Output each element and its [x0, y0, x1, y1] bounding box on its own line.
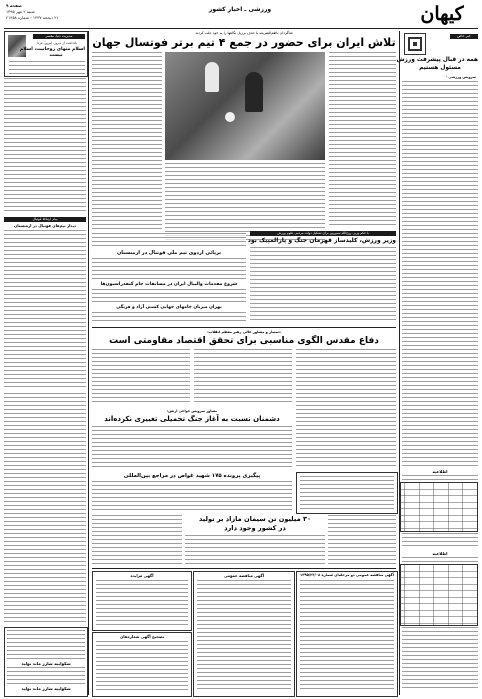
middle-text-4	[92, 312, 246, 324]
notices-rule	[92, 568, 396, 569]
section-title: ورزشی ـ اخبار کشور	[208, 6, 272, 13]
left-column	[4, 31, 86, 695]
defense-text-3	[296, 349, 396, 469]
bottom-left-box	[4, 627, 88, 697]
notice-3	[92, 571, 192, 631]
notice-3-text	[96, 580, 188, 626]
section-rule	[92, 327, 396, 328]
right-column-divider	[399, 31, 400, 695]
middle-headline-2: شروع مقدمات والیبال ایران در مسابقات جام کنفدراسیون‌ها	[100, 282, 238, 287]
notice-4-title: تصحیح آگهی شماره‌های	[119, 634, 165, 639]
enemy-headline: دشمنان نسبت به آغاز جنگ تحمیلی تغییری نکرده‌اند	[104, 415, 280, 423]
left-body-text-3	[4, 393, 86, 623]
page-number: صفحه ۹	[6, 3, 22, 8]
notice-4-text	[96, 641, 188, 692]
columnist-box	[4, 31, 88, 77]
ministry-banner: با حکم وزیر، روح‌الله تیمورپور برای تشکیل دولت مردمی علوم ورزش	[250, 231, 396, 236]
table2-notes	[402, 627, 478, 691]
left-headline-3: دیدار تیم‌های فوتبال در ارمنستان	[14, 223, 76, 228]
table1-notes	[402, 533, 478, 547]
notice-2-text	[197, 580, 291, 692]
bottom-left-text-2	[7, 667, 85, 685]
main-kicker: شاگردان ناظم‌الشریعه با حذف برزیل نگاهها را به خود جلب کردند	[195, 31, 293, 35]
left-headline-1: اسلام منهای روحانیت، اسلام	[19, 47, 85, 52]
ad-text	[300, 476, 394, 510]
bottom-left-label-1: شکواییه شارژ ماند تولید	[21, 661, 71, 666]
ministry-text	[250, 247, 396, 323]
bottom-left-label-2: شکواییه شارژ ماند تولید	[21, 686, 71, 691]
story-text-left	[92, 515, 182, 565]
story-text-right	[328, 515, 396, 565]
left-headline-2: نیست	[49, 53, 63, 58]
notice-2-title: آگهی مناقصه عمومی	[223, 573, 265, 578]
followup-headline: پیگیری پرونده ۱۷۵ شهید غواص در مراجع بین‌المللی	[123, 473, 261, 479]
main-text-left	[92, 52, 162, 230]
futsal-photo	[165, 52, 325, 160]
table2	[400, 564, 478, 626]
table1-title: اطلاعیه	[432, 469, 448, 474]
enemy-text	[92, 426, 292, 470]
left-section-bar: پیام ارتباط قوتبال	[4, 217, 86, 222]
left-column-header: مدیریت دنیا، مفسر	[33, 34, 85, 39]
table1-caption	[402, 475, 478, 481]
middle-headline-1: برپائی اردوی تیم ملی فوتبال در ارمنستان	[117, 250, 221, 256]
right-byline: سرویس ورزشی -	[445, 75, 476, 79]
left-body-text-2	[4, 230, 86, 390]
notice-2	[193, 571, 295, 697]
table2-title: اطلاعیه	[432, 551, 448, 556]
main-headline: تلاش ایران برای حضور در جمع ۴ تیم برتر فوتسال جهان	[92, 36, 396, 49]
right-headline-2: مسئول هستیم	[419, 65, 461, 71]
right-body-text	[402, 81, 478, 466]
left-body-text	[4, 78, 86, 214]
middle-text-1	[92, 233, 246, 249]
masthead	[0, 0, 482, 28]
defense-text-1	[92, 349, 190, 405]
emblem-icon	[404, 33, 426, 55]
masthead-logo: کیهان	[420, 3, 464, 25]
ad-box	[296, 472, 398, 514]
table2-caption	[402, 557, 478, 563]
left-column-divider	[88, 31, 89, 695]
enemy-kicker: مشاور سرویس خواجی ارتش:	[166, 409, 218, 413]
date-line: شنبه ۲ مهر ۱۳۹۵	[6, 9, 35, 14]
right-column	[396, 31, 478, 695]
bottom-left-text	[7, 630, 85, 660]
left-intro-text	[9, 61, 85, 74]
table1	[400, 482, 478, 532]
cement-text	[185, 535, 325, 565]
middle-headline-3: تهران میزبان جامهای جهانی کشتی آزاد و فرنگی	[116, 305, 222, 310]
issue-line: ۲۱ ذیحجه ۱۴۳۷ - شماره ۲۱۴۵۸	[6, 15, 59, 20]
main-text-right	[329, 52, 396, 228]
notice-3-title: آگهی مزایده	[130, 573, 154, 578]
ministry-headline: وزیر ورزش، کلیدساز قهرمان جنگ و پارالمپیک بود	[247, 237, 396, 244]
notice-1-text	[300, 580, 394, 692]
defense-text-2	[194, 349, 292, 405]
defense-kicker: دستیار و مشاور عالی رهبر معظم انقلاب:	[207, 330, 281, 334]
notice-1-title: آگهی مناقصه عمومی دو مرحله‌ای شماره ۱۳۹۵/۲۳/۰۸	[300, 573, 394, 577]
masthead-rule	[4, 28, 478, 29]
cement-headline-2: در کشور وجود دارد	[224, 524, 286, 532]
defense-headline: دفاع مقدس الگوی مناسبی برای تحقق اقتصاد مقاومتی است	[109, 336, 379, 346]
cement-headline-1: ۳۰ میلیون تن سیمان مازاد بر تولید	[198, 515, 312, 523]
notice-1	[296, 571, 398, 697]
columnist-photo	[8, 35, 26, 57]
followup-text	[92, 481, 292, 511]
middle-text-2	[92, 258, 246, 280]
right-headline-1: همه در قبال پیشرفت ورزش	[396, 57, 478, 63]
notice-4	[92, 632, 192, 697]
middle-text-3	[92, 289, 246, 303]
right-badge: خبر خاص	[450, 34, 478, 39]
left-kicker: یادداشت از دیروز، امروز، فردا	[36, 41, 78, 45]
